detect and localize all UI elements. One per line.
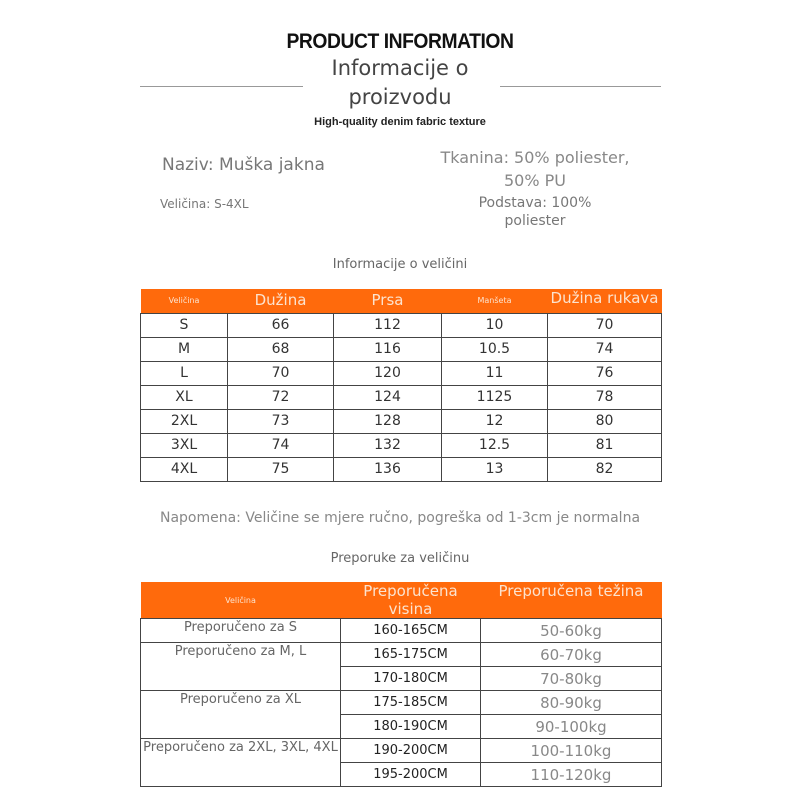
cell-cuff: 10 bbox=[442, 313, 548, 337]
cell-chest: 116 bbox=[334, 337, 442, 361]
cell-size: 4XL bbox=[141, 457, 228, 481]
rec-group-2xl-4xl: Preporučeno za 2XL, 3XL, 4XL bbox=[141, 739, 341, 787]
cell-length: 66 bbox=[228, 313, 334, 337]
cell-sleeve: 78 bbox=[548, 385, 662, 409]
cell-size: XL bbox=[141, 385, 228, 409]
rec-group-xl: Preporučeno za XL bbox=[141, 691, 341, 739]
rec-col-height: Preporučena visina bbox=[341, 582, 481, 619]
cell-length: 70 bbox=[228, 361, 334, 385]
size-note: Napomena: Veličine se mjere ručno, pogreška od 1-3cm je normalna bbox=[159, 510, 641, 526]
cell-size: 2XL bbox=[141, 409, 228, 433]
size-table bbox=[140, 289, 662, 482]
cell-size: 3XL bbox=[141, 433, 228, 457]
page-subtitle: Informacije o proizvodu bbox=[331, 56, 469, 109]
table-row bbox=[141, 643, 662, 667]
cell-sleeve: 70 bbox=[548, 313, 662, 337]
cell-cuff: 12 bbox=[442, 409, 548, 433]
cell-chest: 112 bbox=[334, 313, 442, 337]
cell-chest: 120 bbox=[334, 361, 442, 385]
cell-height: 160-165CM bbox=[341, 619, 481, 643]
cell-sleeve: 76 bbox=[548, 361, 662, 385]
cell-sleeve: 80 bbox=[548, 409, 662, 433]
cell-sleeve: 81 bbox=[548, 433, 662, 457]
table-row bbox=[141, 361, 662, 385]
cell-size: L bbox=[141, 361, 228, 385]
table-row bbox=[141, 619, 662, 643]
cell-weight: 90-100kg bbox=[481, 715, 662, 739]
size-col-sleeve: Dužina rukava bbox=[548, 289, 662, 313]
cell-length: 68 bbox=[228, 337, 334, 361]
table-row bbox=[141, 433, 662, 457]
cell-cuff: 11 bbox=[442, 361, 548, 385]
cell-length: 74 bbox=[228, 433, 334, 457]
rec-col-weight: Preporučena težina bbox=[481, 582, 662, 619]
cell-size: S bbox=[141, 313, 228, 337]
table-row bbox=[141, 385, 662, 409]
page-title: PRODUCT INFORMATION bbox=[286, 30, 514, 53]
size-col-chest: Prsa bbox=[334, 289, 442, 313]
divider-right bbox=[500, 86, 661, 87]
cell-chest: 132 bbox=[334, 433, 442, 457]
cell-height: 190-200CM bbox=[341, 739, 481, 763]
cell-weight: 60-70kg bbox=[481, 643, 662, 667]
cell-cuff: 13 bbox=[442, 457, 548, 481]
cell-length: 72 bbox=[228, 385, 334, 409]
product-name: Naziv: Muška jakna bbox=[162, 155, 325, 175]
table-row bbox=[141, 409, 662, 433]
cell-chest: 124 bbox=[334, 385, 442, 409]
table-row bbox=[141, 313, 662, 337]
cell-height: 175-185CM bbox=[341, 691, 481, 715]
tagline: High-quality denim fabric texture bbox=[314, 116, 486, 128]
size-col-size: Veličina bbox=[141, 289, 228, 313]
cell-weight: 110-120kg bbox=[481, 763, 662, 787]
product-size-range: Veličina: S-4XL bbox=[160, 197, 249, 211]
cell-weight: 50-60kg bbox=[481, 619, 662, 643]
table-row bbox=[141, 457, 662, 481]
size-col-cuff: Manšeta bbox=[442, 289, 548, 313]
cell-cuff: 12.5 bbox=[442, 433, 548, 457]
recommendations-table bbox=[140, 582, 662, 787]
cell-height: 170-180CM bbox=[341, 667, 481, 691]
recommendations-heading: Preporuke za veličinu bbox=[330, 551, 470, 566]
cell-height: 195-200CM bbox=[341, 763, 481, 787]
cell-height: 165-175CM bbox=[341, 643, 481, 667]
cell-length: 73 bbox=[228, 409, 334, 433]
rec-group-s: Preporučeno za S bbox=[141, 619, 341, 643]
cell-weight: 70-80kg bbox=[481, 667, 662, 691]
rec-group-m-l: Preporučeno za M, L bbox=[141, 643, 341, 691]
size-col-length: Dužina bbox=[228, 289, 334, 313]
table-row bbox=[141, 691, 662, 715]
cell-sleeve: 82 bbox=[548, 457, 662, 481]
cell-size: M bbox=[141, 337, 228, 361]
table-row bbox=[141, 739, 662, 763]
cell-length: 75 bbox=[228, 457, 334, 481]
cell-sleeve: 74 bbox=[548, 337, 662, 361]
cell-cuff: 1125 bbox=[442, 385, 548, 409]
rec-col-size: Veličina bbox=[141, 582, 341, 619]
cell-weight: 100-110kg bbox=[481, 739, 662, 763]
cell-chest: 136 bbox=[334, 457, 442, 481]
cell-weight: 80-90kg bbox=[481, 691, 662, 715]
size-info-heading: Informacije o veličini bbox=[332, 257, 468, 272]
cell-chest: 128 bbox=[334, 409, 442, 433]
table-row bbox=[141, 337, 662, 361]
divider-left bbox=[140, 86, 303, 87]
cell-cuff: 10.5 bbox=[442, 337, 548, 361]
product-lining: Podstava: 100% poliester bbox=[478, 195, 592, 229]
product-fabric: Tkanina: 50% poliester, 50% PU bbox=[440, 148, 630, 190]
cell-height: 180-190CM bbox=[341, 715, 481, 739]
